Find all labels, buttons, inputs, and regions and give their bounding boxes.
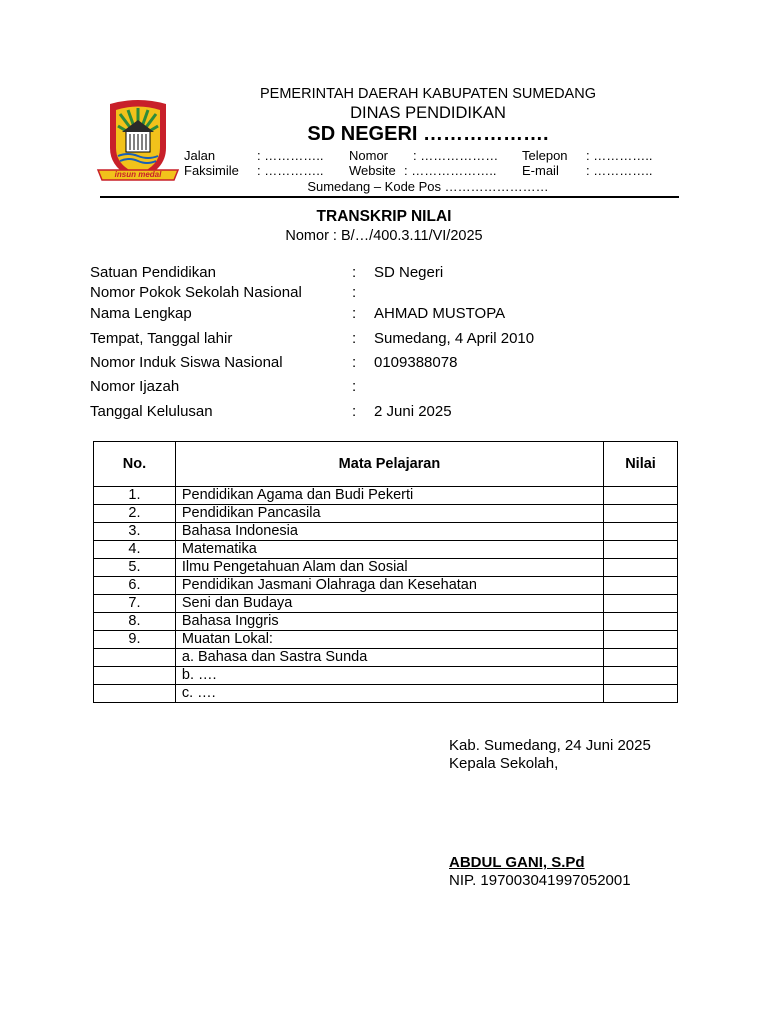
table-row — [94, 487, 678, 505]
table-row — [94, 667, 678, 685]
contact-telepon-label: Telepon — [522, 148, 568, 163]
row-grade — [604, 577, 678, 595]
row-subject: Matematika — [175, 541, 603, 559]
info-colon: : — [352, 403, 357, 420]
row-subject: Seni dan Budaya — [175, 595, 603, 613]
logo-motto: insun medal — [114, 170, 162, 179]
column-header-subject: Mata Pelajaran — [175, 442, 603, 487]
info-label: Satuan Pendidikan — [90, 264, 216, 281]
table-row — [94, 541, 678, 559]
table-row — [94, 577, 678, 595]
table-row — [94, 559, 678, 577]
row-grade — [604, 685, 678, 703]
info-value: SD Negeri — [374, 264, 444, 281]
row-subject: Pendidikan Jasmani Olahraga dan Kesehatan — [175, 577, 603, 595]
table-row — [94, 649, 678, 667]
contact-jalan-value: : ………….. — [257, 148, 324, 163]
grades-table — [93, 441, 678, 703]
row-grade — [604, 523, 678, 541]
row-no: 7. — [94, 595, 176, 613]
row-no — [94, 685, 176, 703]
signature-place-date: Kab. Sumedang, 24 Juni 2025 — [449, 737, 651, 754]
row-grade — [604, 613, 678, 631]
row-subject: Bahasa Inggris — [175, 613, 603, 631]
info-colon: : — [352, 378, 357, 395]
row-grade — [604, 541, 678, 559]
row-subject: Muatan Lokal: — [175, 631, 603, 649]
info-colon: : — [352, 354, 357, 371]
info-colon: : — [352, 305, 357, 322]
row-grade — [604, 667, 678, 685]
header-divider — [100, 196, 679, 198]
signature-name: ABDUL GANI, S.Pd — [449, 854, 585, 871]
row-subject: Pendidikan Agama dan Budi Pekerti — [175, 487, 603, 505]
row-subject: Bahasa Indonesia — [175, 523, 603, 541]
info-value: AHMAD MUSTOPA — [374, 305, 506, 322]
row-subject: c. …. — [175, 685, 603, 703]
document-number: Nomor : B/…/400.3.11/VI/2025 — [285, 228, 483, 244]
row-subject: Ilmu Pengetahuan Alam dan Sosial — [175, 559, 603, 577]
table-header-row — [94, 442, 678, 487]
info-colon: : — [352, 330, 357, 347]
row-no: 3. — [94, 523, 176, 541]
info-label: Nama Lengkap — [90, 305, 192, 322]
row-no: 6. — [94, 577, 176, 595]
row-no: 4. — [94, 541, 176, 559]
table-row — [94, 505, 678, 523]
row-no: 8. — [94, 613, 176, 631]
info-label: Tanggal Kelulusan — [90, 403, 213, 420]
row-subject: a. Bahasa dan Sastra Sunda — [175, 649, 603, 667]
row-subject: Pendidikan Pancasila — [175, 505, 603, 523]
info-label: Tempat, Tanggal lahir — [90, 330, 233, 347]
row-grade — [604, 649, 678, 667]
row-no: 9. — [94, 631, 176, 649]
row-subject: b. …. — [175, 667, 603, 685]
signature-role: Kepala Sekolah, — [449, 755, 559, 772]
info-value: Sumedang, 4 April 2010 — [374, 330, 535, 347]
header-department: DINAS PENDIDIKAN — [350, 104, 506, 122]
row-grade — [604, 505, 678, 523]
row-no: 1. — [94, 487, 176, 505]
contact-faksimile-value: : ………….. — [257, 163, 324, 178]
table-row — [94, 685, 678, 703]
contact-faksimile-label: Faksimile — [184, 163, 239, 178]
row-grade — [604, 595, 678, 613]
row-grade — [604, 559, 678, 577]
info-label: Nomor Induk Siswa Nasional — [90, 354, 283, 371]
contact-jalan-label: Jalan — [184, 148, 216, 163]
header-government: PEMERINTAH DAERAH KABUPATEN SUMEDANG — [260, 86, 596, 102]
contact-website-label: Website — [349, 163, 396, 178]
contact-nomor-label: Nomor — [349, 148, 389, 163]
table-row — [94, 631, 678, 649]
info-value: 0109388078 — [374, 354, 458, 371]
table-row — [94, 523, 678, 541]
document-title: TRANSKRIP NILAI — [316, 208, 452, 225]
table-row — [94, 613, 678, 631]
contact-telepon-value: : ………….. — [586, 148, 653, 163]
contact-website-value: : ……………….. — [404, 163, 497, 178]
header-school-name: SD NEGERI ………………. — [307, 123, 549, 145]
column-header-grade: Nilai — [604, 442, 678, 487]
column-header-no: No. — [94, 442, 176, 487]
info-label: Nomor Ijazah — [90, 378, 180, 395]
info-colon: : — [352, 284, 357, 301]
regency-logo — [96, 98, 180, 188]
row-no — [94, 649, 176, 667]
signature-nip: NIP. 197003041997052001 — [449, 872, 631, 889]
info-label: Nomor Pokok Sekolah Nasional — [90, 284, 302, 301]
row-grade — [604, 631, 678, 649]
row-grade — [604, 487, 678, 505]
info-value: 2 Juni 2025 — [374, 403, 452, 420]
table-row — [94, 595, 678, 613]
contact-email-label: E-mail — [522, 163, 559, 178]
info-colon: : — [352, 264, 357, 281]
row-no: 2. — [94, 505, 176, 523]
contact-city-postcode: Sumedang – Kode Pos …………………… — [307, 179, 549, 194]
contact-nomor-value: : ……………… — [413, 148, 499, 163]
row-no: 5. — [94, 559, 176, 577]
row-no — [94, 667, 176, 685]
contact-email-value: : ………….. — [586, 163, 653, 178]
